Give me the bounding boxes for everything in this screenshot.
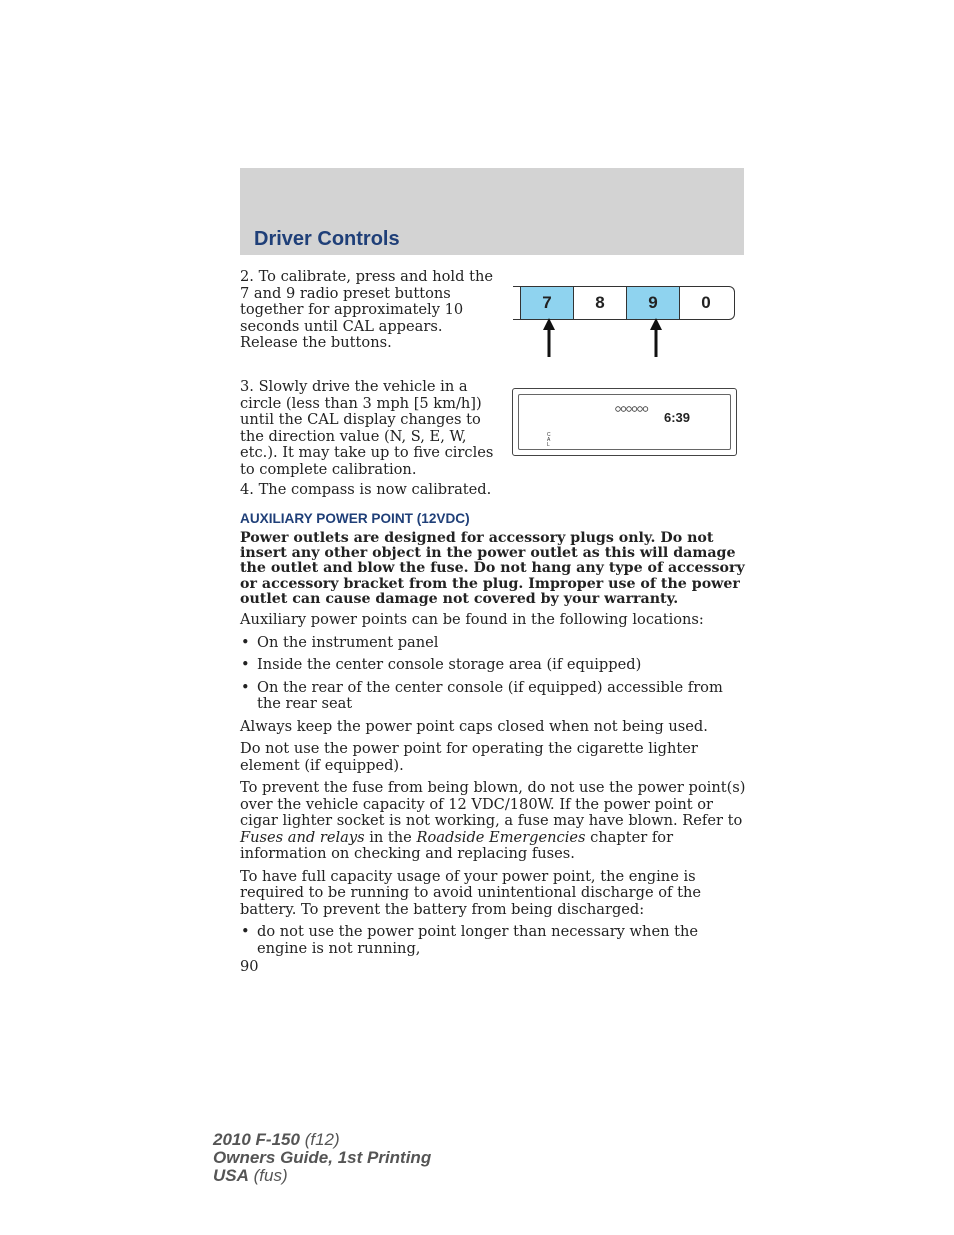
list-item bbox=[240, 657, 746, 674]
caps-note: Always keep the power point caps closed when not being used. bbox=[240, 717, 708, 735]
fuse-note-text: chapter for information on checking and replacing fuses. bbox=[240, 828, 674, 863]
section-title: Driver Controls bbox=[254, 228, 400, 250]
footer-region-code: (fus) bbox=[253, 1166, 288, 1185]
footer-line-region bbox=[213, 1167, 431, 1185]
arrow-up-icon bbox=[540, 318, 558, 358]
compass-display-figure bbox=[512, 388, 737, 456]
aux-power-warning: Power outlets are designed for accessory plugs only. Do not insert any other object in the power outlet as this will damage the outlet and blow the fuse. Do not hang any type of accessory or accessory bracket from the plug. Improper use of the power outlet can cause damage not covered by your warranty. bbox=[240, 530, 745, 607]
arrow-up-icon bbox=[647, 318, 665, 358]
location-list bbox=[240, 635, 746, 713]
bullet-icon: • bbox=[241, 656, 250, 674]
list-item bbox=[240, 680, 746, 713]
bullet-icon: • bbox=[241, 923, 250, 941]
fuses-relays-ref: Fuses and relays bbox=[240, 828, 365, 846]
footer-guide: Owners Guide, 1st Printing bbox=[213, 1148, 432, 1167]
list-item-text: On the rear of the center console (if equipped) accessible from the rear seat bbox=[257, 678, 723, 713]
list-item bbox=[240, 924, 746, 957]
fuse-note bbox=[240, 780, 746, 863]
preset-buttons-figure bbox=[513, 286, 735, 320]
list-item-text: On the instrument panel bbox=[257, 633, 439, 651]
compass-step-4: 4. The compass is now calibrated. bbox=[240, 481, 492, 498]
compass-step-2: 2. To calibrate, press and hold the 7 and 9 radio preset buttons together for approximately 10 seconds until CAL appears. Release the buttons. bbox=[240, 268, 493, 351]
aux-power-heading: AUXILIARY POWER POINT (12VDC) bbox=[240, 511, 470, 526]
aux-power-intro: Auxiliary power points can be found in the following locations: bbox=[240, 611, 704, 629]
bullet-icon: • bbox=[241, 678, 250, 696]
footer-model: 2010 F-150 bbox=[213, 1130, 300, 1149]
aux-power-section bbox=[240, 511, 746, 976]
capacity-note: To have full capacity usage of your power point, the engine is required to be running to avoid unintentional discharge of the battery. To prevent the battery from being discharged: bbox=[240, 867, 701, 918]
preset-button-0: 0 bbox=[679, 287, 732, 319]
preset-button-edge bbox=[513, 287, 520, 319]
display-cal-indicator: CAL bbox=[547, 432, 551, 448]
footer-line-guide bbox=[213, 1149, 431, 1167]
header-band bbox=[240, 168, 744, 255]
roadside-emergencies-ref: Roadside Emergencies bbox=[416, 828, 586, 846]
lighter-note: Do not use the power point for operating the cigarette lighter element (if equipped). bbox=[240, 740, 698, 774]
preset-button-9: 9 bbox=[626, 287, 679, 319]
page-number: 90 bbox=[240, 958, 259, 976]
fuse-note-text: in the bbox=[364, 828, 417, 846]
compass-step-3: 3. Slowly drive the vehicle in a circle (less than 3 mph [5 km/h]) until the CAL display changes to the direction value (N, S, E, W, etc.). It may take up to five circles to complete calibration. bbox=[240, 378, 494, 478]
footer-line-model bbox=[213, 1131, 431, 1149]
footer-region: USA bbox=[213, 1166, 249, 1185]
preset-button-8: 8 bbox=[573, 287, 626, 319]
fuse-note-text: To prevent the fuse from being blown, do not use the power point(s) over the vehicle capacity of 12 VDC/180W. If the power point or cigar lighter socket is not working, a fuse may have blown. Refer to bbox=[240, 779, 746, 830]
footer-model-code: (f12) bbox=[304, 1130, 340, 1149]
display-screen bbox=[518, 394, 731, 450]
radio-segment-icon bbox=[615, 405, 649, 413]
display-clock: 6:39 bbox=[664, 410, 691, 425]
list-item-text: Inside the center console storage area (if equipped) bbox=[257, 656, 642, 674]
preset-button-7: 7 bbox=[520, 287, 573, 319]
bullet-icon: • bbox=[241, 633, 250, 651]
list-item bbox=[240, 635, 746, 652]
tip-list bbox=[240, 924, 746, 957]
list-item-text: do not use the power point longer than necessary when the engine is not running, bbox=[257, 923, 699, 957]
footer bbox=[213, 1131, 431, 1185]
